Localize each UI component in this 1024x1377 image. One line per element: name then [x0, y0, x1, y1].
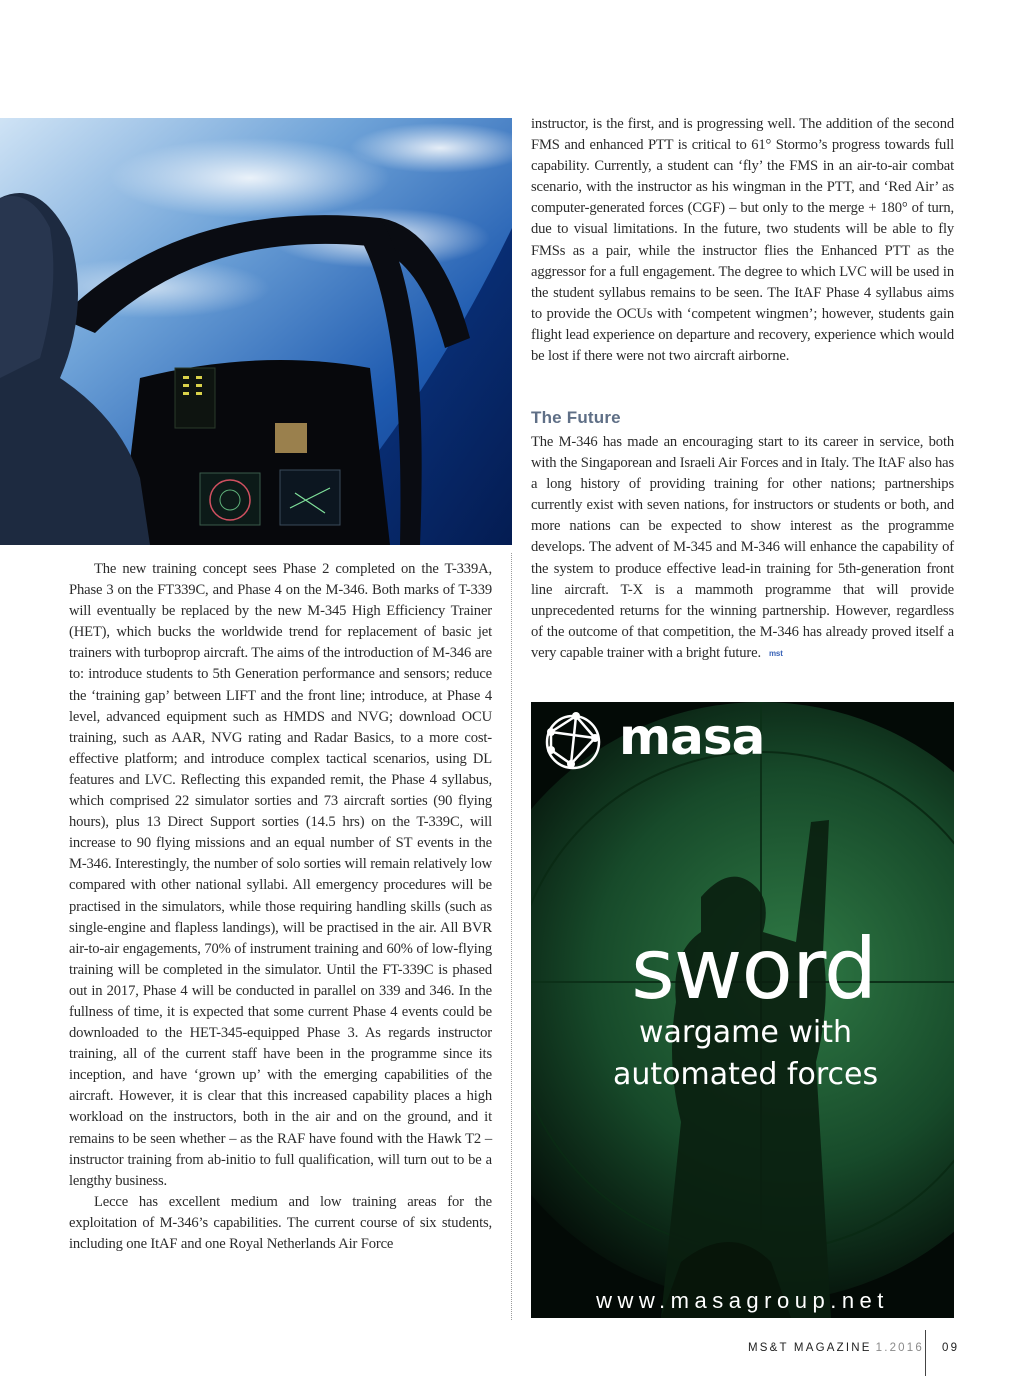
section-heading: The Future	[531, 408, 621, 427]
column-divider	[511, 553, 512, 1320]
advert-tagline-1: wargame with	[639, 1015, 853, 1050]
footer-rule	[925, 1330, 926, 1376]
future-section-text	[531, 432, 954, 664]
footer-magazine	[748, 1342, 924, 1354]
right-column-top-text	[531, 114, 954, 367]
magazine-name: MS&T MAGAZINE	[748, 1342, 872, 1354]
cockpit-simulator-photo	[0, 118, 512, 545]
left-paragraph-1: The new training concept sees Phase 2 completed on the T-339A, Phase 3 on the FT339C, and Phase 4 on the M-346. Both marks of T-339 will eventually be replaced by the new M-345 High Efficiency Trainer (HET), which bucks the worldwide trend for replacement of basic jet trainers with turboprop aircraft. The aims of the introduction of M-346 are to: introduce students to 5th Generation performance and sensors; reduce the ‘training gap’ between LIFT and the front line; introduce, at Phase 4 level, advanced equipment such as HMDS and NVG; download OCU training, such as AAR, NVG rating and Radar Basics, to a more cost-effective platform; and introduce complex tactical scenarios, using DL features and LVC. Reflecting this expanded remit, the Phase 4 syllabus, which comprised 22 simulator sorties and 73 aircraft sorties (90 flying hours), plus 13 Direct Support sorties (14.5 hrs) on the T-339C, will increase to 90 flying missions and an equal number of ST events in the M-346. Interestingly, the number of solo sorties will remain relatively low compared with other national syllabi. All emergency procedures will be practised in the simulators, while those requiring handling skills (such as single-engine and flapless landings), will be practised in the air. All BVR air-to-air engagements, 70% of instrument training and 60% of low-flying training will be completed in the simulator. Until the FT-339C is phased out in 2017, Phase 4 will be conducted in parallel on 339 and 346. In the fullness of time, it is expected that some current Phase 4 events could be downloaded to the HET-345-equipped Phase 3. As regards instructor training, all of the current staff have been in the programme since its inception, and have ‘grown up’ with the emerging capabilities of the aircraft. However, it is clear that this increased capability places a high workload on the instructors, both in the air and on the ground, and it remains to be seen whether – as the RAF have found with the Hawk T2 – instructor training from ab-initio to full qualification, will turn out to be a lengthy business.	[69, 561, 492, 1189]
end-mark: mst	[768, 648, 783, 658]
left-column-text	[69, 559, 492, 1255]
page-number: 09	[942, 1342, 960, 1354]
advert-url[interactable]: www.masagroup.net	[596, 1288, 889, 1313]
masa-sword-advert	[531, 702, 954, 1318]
advert-tagline-2: automated forces	[613, 1057, 879, 1092]
advert-brand: masa	[619, 708, 765, 766]
future-paragraph: The M-346 has made an encouraging start to its career in service, both with the Singaporean and Israeli Air Forces and in Italy. The ItAF also has a long history of providing training for other nations; partnerships currently exist with seven nations, for instructors or students or both, and more nations can be expected to show interest as the programme develops. The advent of M-345 and M-346 will enhance the capability of the system to produce effective lead-in training for 5th-generation front line aircraft. T-X is a mammoth programme that will provide unprecedented returns for the winning partnership. However, regardless of the outcome of that competition, the M-346 has already proved itself a very capable trainer with a bright future.	[531, 434, 954, 661]
issue-number: 1.2016	[875, 1342, 924, 1354]
right-paragraph-1: instructor, is the first, and is progressing well. The addition of the second FMS and enhanced PTT is critical to 61° Stormo’s progress towards full capability. Currently, a student can ‘fly’ the FMS in an air-to-air combat scenario, with the instructor as his wingman in the PTT, and ‘Red Air’ as computer-generated forces (CGF) – but only to the merge + 180° of turn, due to visual limitations. In the future, two students will be able to fly FMSs as a pair, while the instructor flies the Enhanced PTT as the aggressor for a full engagement. The degree to which LVC will be used in the student syllabus remains to be seen. The ItAF Phase 4 syllabus aims to provide the OCUs with ‘competent wingmen’; however, students gain flight lead experience on departure and recovery, experience which would be lost if there were not two aircraft airborne.	[531, 116, 954, 365]
advert-product: sword	[631, 920, 877, 1018]
left-paragraph-2: Lecce has excellent medium and low training areas for the exploitation of M-346’s capabilities. The current course of six students, including one ItAF and one Royal Netherlands Air Force	[69, 1193, 492, 1252]
